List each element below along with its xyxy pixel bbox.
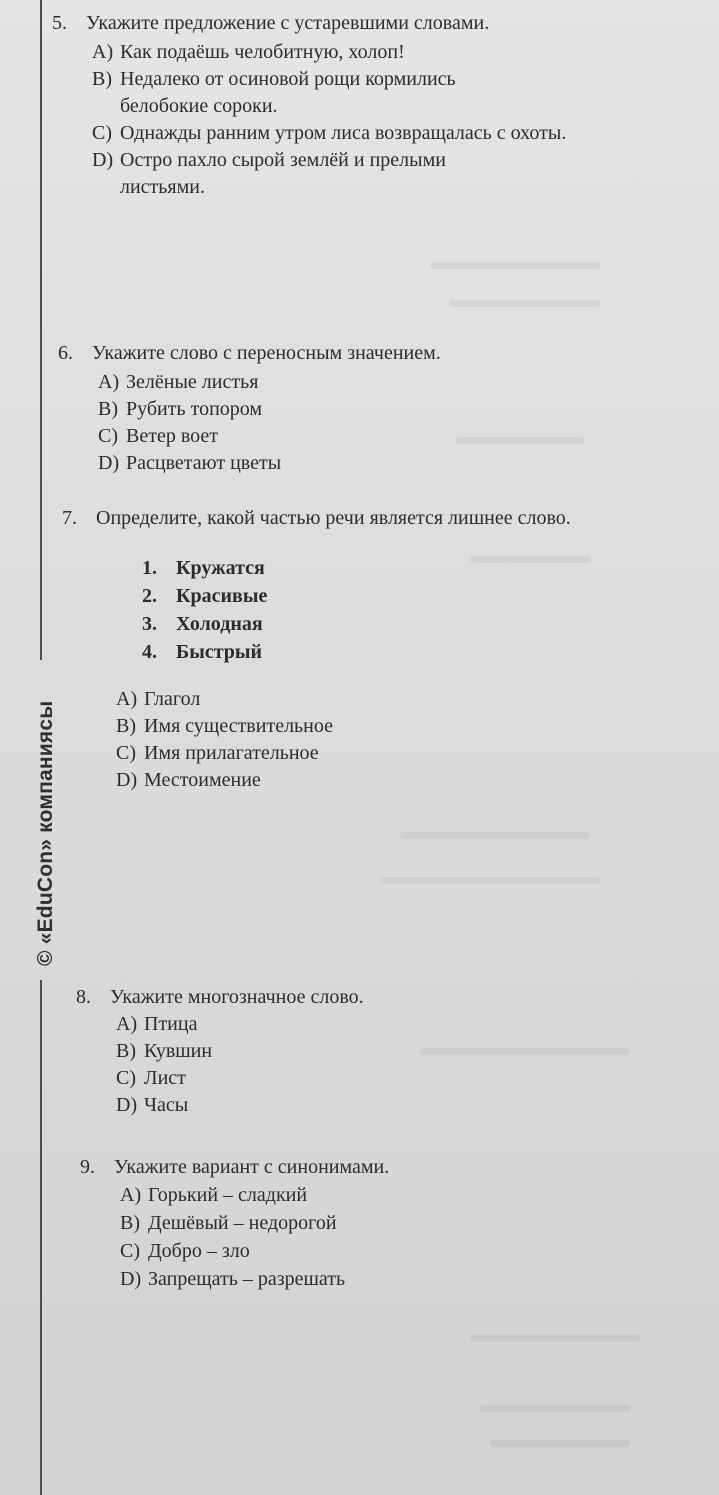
copyright-notice: © «EduCon» компаниясы bbox=[34, 700, 57, 966]
answer-option-d[interactable] bbox=[92, 147, 517, 201]
word-number: 2. bbox=[142, 585, 157, 607]
option-letter: D) bbox=[116, 1094, 138, 1116]
word-number: 3. bbox=[142, 613, 157, 635]
question-5 bbox=[52, 10, 612, 201]
option-text: Зелёные листья bbox=[126, 371, 259, 393]
question-7 bbox=[62, 505, 622, 794]
answer-option-b[interactable] bbox=[92, 66, 517, 120]
option-text: Глагол bbox=[144, 688, 201, 710]
word-text: Быстрый bbox=[176, 641, 263, 663]
question-number: 8. bbox=[76, 986, 91, 1008]
option-text: Часы bbox=[144, 1094, 189, 1116]
option-letter: B) bbox=[98, 398, 118, 420]
option-letter: A) bbox=[98, 371, 120, 393]
bleed-through-mark bbox=[400, 832, 590, 839]
question-9 bbox=[80, 1154, 640, 1293]
answer-option-c[interactable] bbox=[116, 1065, 636, 1092]
option-text: Однажды ранним утром лиса возвращалась с охоты. bbox=[120, 122, 567, 144]
answer-option-c[interactable] bbox=[98, 423, 618, 450]
word-number: 1. bbox=[142, 557, 157, 579]
answer-option-d[interactable] bbox=[120, 1266, 640, 1293]
question-number: 9. bbox=[80, 1156, 95, 1178]
question-8 bbox=[76, 984, 636, 1119]
option-letter: B) bbox=[116, 1040, 136, 1062]
option-letter: B) bbox=[120, 1212, 140, 1234]
answer-option-c[interactable] bbox=[120, 1238, 640, 1265]
answer-option-c[interactable] bbox=[116, 740, 622, 767]
bleed-through-mark bbox=[470, 1335, 640, 1342]
answer-option-a[interactable] bbox=[116, 1011, 636, 1038]
option-text: Рубить топором bbox=[126, 398, 263, 420]
answer-option-a[interactable] bbox=[98, 369, 618, 396]
answer-option-d[interactable] bbox=[116, 767, 622, 794]
answer-option-d[interactable] bbox=[98, 450, 618, 477]
option-text: Имя существительное bbox=[144, 715, 333, 737]
answer-option-a[interactable] bbox=[116, 686, 622, 713]
question-text: Укажите многозначное слово. bbox=[110, 986, 364, 1008]
option-letter: A) bbox=[92, 41, 114, 63]
word-item bbox=[142, 610, 622, 638]
question-number: 6. bbox=[58, 342, 73, 364]
question-number: 7. bbox=[62, 507, 77, 529]
answer-option-b[interactable] bbox=[98, 396, 618, 423]
option-text: Местоимение bbox=[144, 769, 261, 791]
option-letter: A) bbox=[116, 1013, 138, 1035]
bleed-through-mark bbox=[490, 1440, 630, 1447]
option-text: Расцветают цветы bbox=[126, 452, 282, 474]
margin-line-top bbox=[40, 0, 42, 660]
option-letter: D) bbox=[92, 149, 114, 171]
word-list bbox=[142, 554, 622, 666]
option-text: Ветер воет bbox=[126, 425, 219, 447]
option-letter: D) bbox=[116, 769, 138, 791]
option-letter: C) bbox=[120, 1240, 140, 1262]
option-text: Недалеко от осиновой рощи кормились белобокие сороки. bbox=[120, 68, 456, 117]
word-number: 4. bbox=[142, 641, 157, 663]
question-text: Укажите слово с переносным значением. bbox=[92, 342, 441, 364]
bleed-through-mark bbox=[380, 877, 600, 884]
option-text: Остро пахло сырой землёй и прелыми листьями. bbox=[120, 149, 446, 198]
option-letter: D) bbox=[120, 1268, 142, 1290]
option-text: Как подаёшь челобитную, холоп! bbox=[120, 41, 405, 63]
option-letter: C) bbox=[116, 1067, 136, 1089]
option-letter: D) bbox=[98, 452, 120, 474]
answer-option-a[interactable] bbox=[120, 1182, 640, 1209]
word-item bbox=[142, 638, 622, 666]
option-text: Птица bbox=[144, 1013, 198, 1035]
option-text: Лист bbox=[144, 1067, 186, 1089]
answer-option-b[interactable] bbox=[120, 1210, 640, 1237]
question-text: Определите, какой частью речи является лишнее слово. bbox=[96, 507, 571, 529]
question-number: 5. bbox=[52, 12, 67, 34]
word-text: Холодная bbox=[176, 613, 263, 635]
option-text: Имя прилагательное bbox=[144, 742, 319, 764]
word-item bbox=[142, 554, 622, 582]
bleed-through-mark bbox=[450, 300, 600, 307]
question-text: Укажите вариант с синонимами. bbox=[114, 1156, 390, 1178]
answer-option-d[interactable] bbox=[116, 1092, 636, 1119]
margin-line-bottom bbox=[40, 980, 42, 1495]
option-letter: C) bbox=[92, 122, 112, 144]
word-text: Красивые bbox=[176, 585, 268, 607]
bleed-through-mark bbox=[430, 262, 600, 269]
question-6 bbox=[58, 340, 618, 477]
option-text: Кувшин bbox=[144, 1040, 213, 1062]
option-letter: B) bbox=[92, 68, 112, 90]
answer-option-c[interactable] bbox=[92, 120, 582, 147]
bleed-through-mark bbox=[480, 1405, 630, 1412]
option-text: Добро – зло bbox=[148, 1240, 250, 1262]
answer-option-a[interactable] bbox=[92, 39, 612, 66]
option-text: Горький – сладкий bbox=[148, 1184, 308, 1206]
question-text: Укажите предложение с устаревшими словами. bbox=[86, 12, 490, 34]
option-text: Дешёвый – недорогой bbox=[148, 1212, 337, 1234]
option-letter: B) bbox=[116, 715, 136, 737]
option-letter: A) bbox=[116, 688, 138, 710]
answer-option-b[interactable] bbox=[116, 1038, 636, 1065]
option-text: Запрещать – разрешать bbox=[148, 1268, 346, 1290]
word-item bbox=[142, 582, 622, 610]
answer-option-b[interactable] bbox=[116, 713, 622, 740]
option-letter: C) bbox=[98, 425, 118, 447]
option-letter: A) bbox=[120, 1184, 142, 1206]
word-text: Кружатся bbox=[176, 557, 265, 579]
option-letter: C) bbox=[116, 742, 136, 764]
